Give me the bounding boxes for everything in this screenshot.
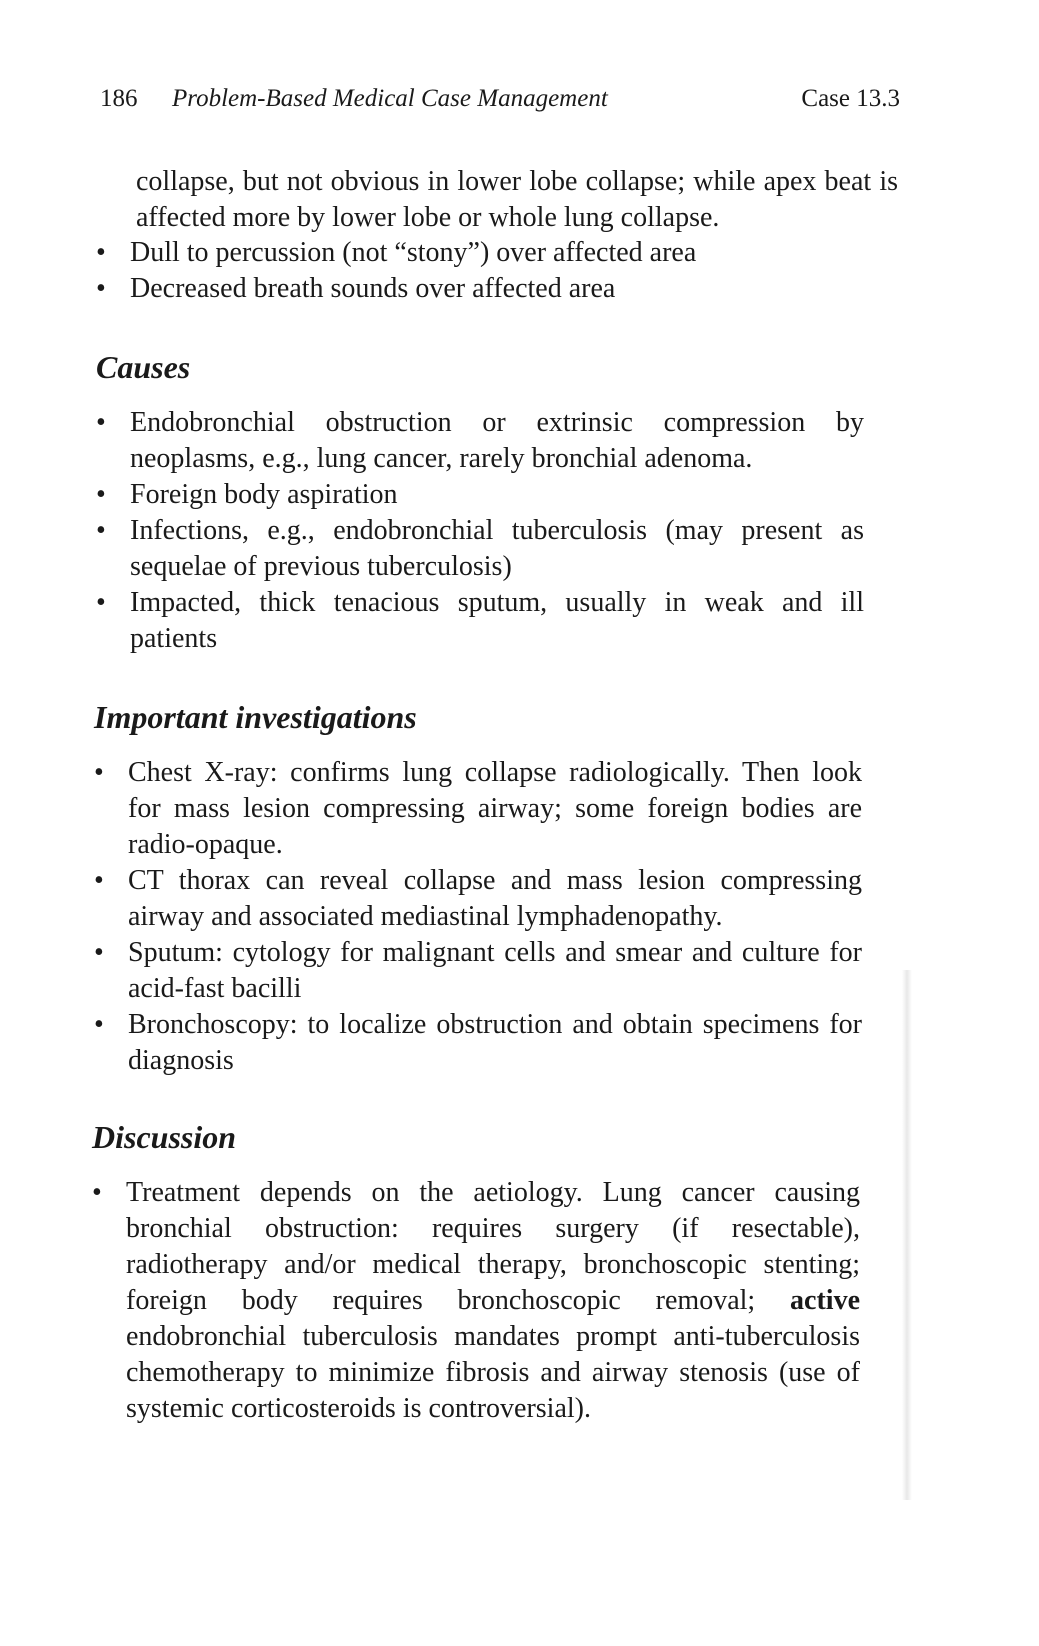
list-item xyxy=(90,1175,860,1427)
bullet-icon: • xyxy=(96,479,106,510)
scan-shadow xyxy=(902,970,912,1500)
bullet-icon: • xyxy=(94,757,104,788)
list-item: • Infections, e.g., endobronchial tuberculosis (may present as sequelae of previous tuberculosis) xyxy=(96,515,864,582)
causes-heading: Causes xyxy=(96,349,191,385)
bullet-icon: • xyxy=(92,1177,102,1208)
bullet-icon: • xyxy=(94,1009,104,1040)
list-item: • Chest X-ray: confirms lung collapse radiologically. Then look for mass lesion compressing airway; some foreign bodies are radio-opaque. xyxy=(94,757,862,860)
case-label: Case 13.3 xyxy=(801,85,900,112)
list-item: • Foreign body aspiration xyxy=(94,477,864,513)
running-header xyxy=(100,82,900,116)
investigations-list xyxy=(92,755,862,1079)
bullet-icon: • xyxy=(94,865,104,896)
list-item: • CT thorax can reveal collapse and mass lesion compressing airway and associated mediastinal lymphadenopathy. xyxy=(94,865,862,932)
list-item: • Bronchoscopy: to localize obstruction and obtain specimens for diagnosis xyxy=(94,1009,862,1076)
bullet-icon: • xyxy=(96,273,106,304)
bullet-icon: • xyxy=(96,515,106,546)
list-item: • Sputum: cytology for malignant cells and smear and culture for acid-fast bacilli xyxy=(94,937,862,1004)
continuation-paragraph: collapse, but not obvious in lower lobe collapse; while apex beat is affected more by lower lobe or whole lung collapse. xyxy=(136,166,898,233)
list-item: • Dull to percussion (not “stony”) over affected area xyxy=(94,235,898,271)
signs-list xyxy=(94,235,898,307)
discussion-text-end: endobronchial tuberculosis mandates prompt anti-tuberculosis chemotherapy to minimize fibrosis and airway stenosis (use of systemic corticosteroids is controversial). xyxy=(126,1321,860,1424)
list-item: • Decreased breath sounds over affected area xyxy=(94,271,898,307)
bullet-icon: • xyxy=(96,587,106,618)
bullet-icon: • xyxy=(94,937,104,968)
list-item: • Endobronchial obstruction or extrinsic compression by neoplasms, e.g., lung cancer, rarely bronchial adenoma. xyxy=(96,407,864,474)
discussion-text-start: Treatment depends on the aetiology. Lung cancer causing bronchial obstruction: requires surgery (if resectable), radiotherapy and/or medical therapy, bronchoscopic stenting; foreign body requires bronchoscopic removal; xyxy=(126,1177,860,1316)
list-item: • Impacted, thick tenacious sputum, usually in weak and ill patients xyxy=(96,587,864,654)
investigations-heading: Important investigations xyxy=(94,699,417,735)
discussion-list xyxy=(90,1175,860,1427)
book-title: Problem-Based Medical Case Management xyxy=(172,85,608,112)
bullet-icon: • xyxy=(96,407,106,438)
emphasis-active: active xyxy=(790,1285,860,1316)
bullet-icon: • xyxy=(96,237,106,268)
causes-list xyxy=(94,405,864,657)
page-number: 186 xyxy=(100,85,138,112)
discussion-heading: Discussion xyxy=(92,1119,237,1155)
